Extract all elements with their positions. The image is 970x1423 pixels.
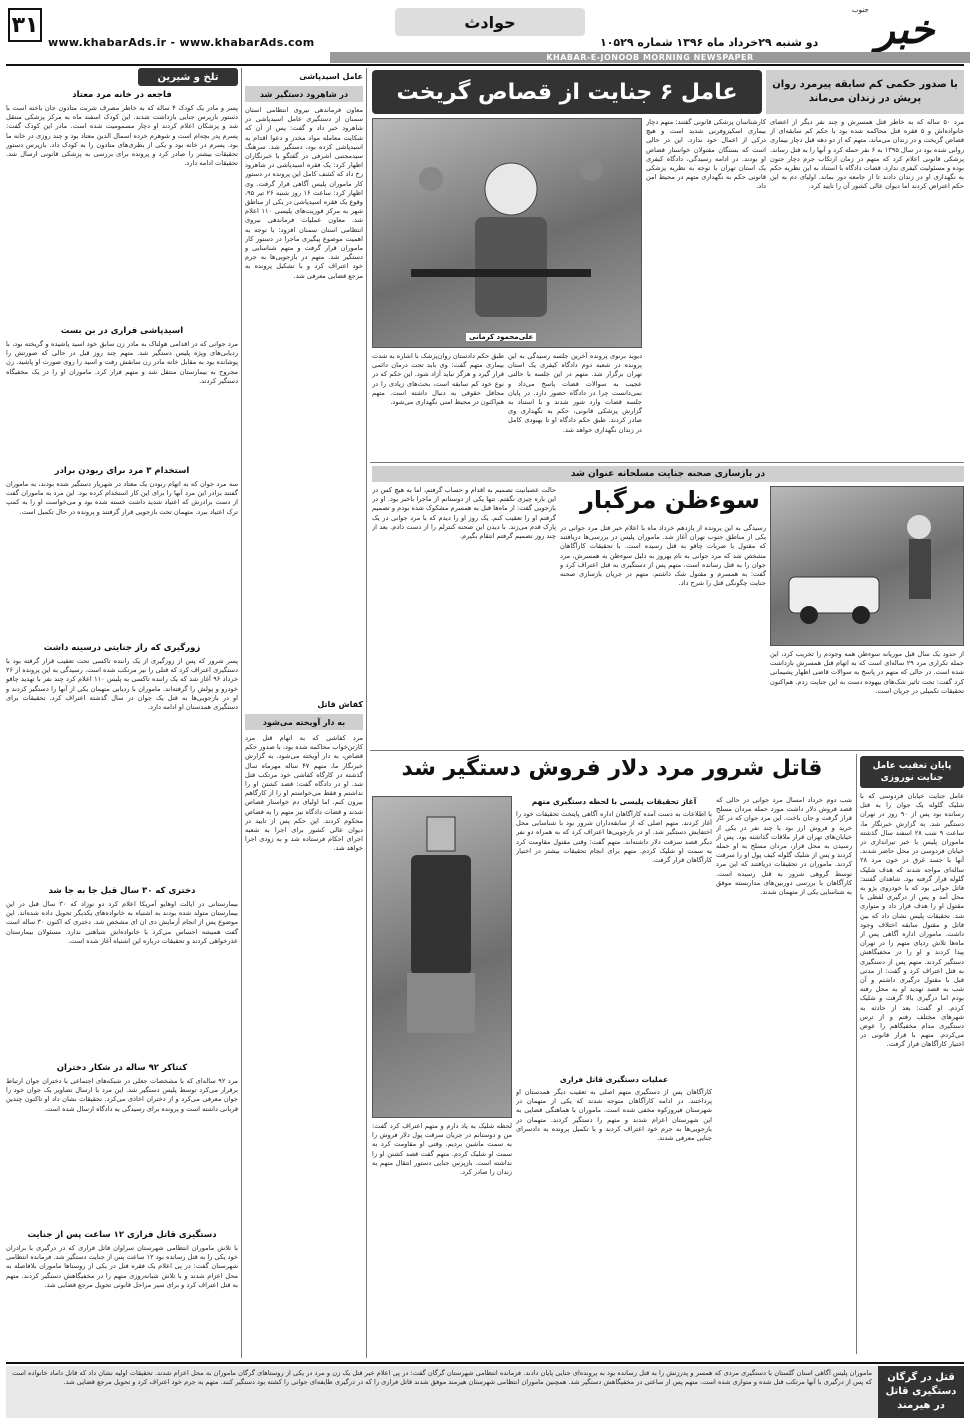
main-body-mid: کارشناسان پزشکی قانونی گفتند: متهم دچار بیماری اسکیزوفرنی شدید است و هیچ درکی از اعمال خود ندارد. این در حالی است که بستگان مقتولان خواستار قصاص او بودند. در ادامه رسیدگی، دادگاه کیفری یک استان تهران با توجه به نظریه پزشکی قانونی حکم به نگهداری متهم در محیط امن داد.: [646, 118, 766, 191]
bottom-strip: [6, 1366, 964, 1418]
column-divider: [366, 68, 367, 1358]
second-body-a: رسیدگی به این پرونده از یازدهم خرداد ماه با اعلام خبر قتل مرد جوانی در یکی از مناطق جنوب تهران آغاز شد. ماموران پلیس در بررسی‌ها دریافتند که مقتول با ضربات چاقو به قتل رسیده است. با تحقیقات کارآگاهان مشخص شد که مرد جوانی به نام بهروز به دلیل سوءظن به همسرش، مرد جوان را به قتل رسانده است. متهم پس از دستگیری به قتل اعتراف کرد و گفت: به همسرم و مقتول شک داشتم. متهم در جریان بازسازی صحنه جنایت چگونگی قتل را شرح داد.: [560, 524, 766, 588]
bottom-title-line3: در هیرمند: [897, 1400, 945, 1411]
bottom-title-line1: قتل در گرگان: [887, 1372, 955, 1383]
story6-body: مرد ۹۲ ساله‌ای که با مشخصات جعلی در شبکه‌های اجتماعی با دختران جوان ارتباط برقرار می‌کرد توسط پلیس دستگیر شد. این مرد با ارسال تصاویر یک جوان خود را جوان معرفی می‌کرد و از دختران اخاذی می‌کرد. تحقیقات نشان داد او تاکنون چندین قربانی داشته است و پرونده برای رسیدگی به دادگاه ارسال شده است.: [6, 1077, 238, 1113]
page-number: ۳۱: [8, 8, 42, 42]
main-story-photo: [372, 118, 642, 348]
col2-story1-title: عامل اسیدپاشی: [299, 72, 363, 81]
story1-body: پسر و مادر یک کودک ۴ ساله که به خاطر مصرف شربت متادون جان باخته است با دستور بازپرس جنایی بازداشت شدند. این کودک اسفند ماه به مرکز پزشکی منتقل شد و پزشکان اعلام کردند او دچار مسمومیت شده است. مادر این کودک گفت: پسرم پدر بچه‌ام است و شوهرم خرده اسمال الدین معتاد بود و چند روزی در خانه ما بود. پسرم در خانه بود و یکی از بطری‌های متادون را به کودک داد. بازپرس دستور تحقیقات بیشتر را صادر کرد و پرونده برای بررسی به پزشکی قانونی ارسال شد. تحقیقات ادامه دارد.: [6, 104, 238, 168]
col2-story2-body: مرد کفاشی که به اتهام قتل مرد کارتن‌خواب محاکمه شده بود، با صدور حکم قصاص، به دار آویخته می‌شود. به گزارش خبرنگار ما، متهم ۴۷ ساله مهرماه سال گذشته در کارگاه کفاشی خود مرتکب قتل شد. او در دادگاه گفت: قصد کشتن او را نداشتم و فقط می‌خواستم او را از کارگاهم بیرون کنم. اما اولیای دم خواستار قصاص شدند و قضات دادگاه نیز متهم را به قصاص محکوم کردند. این حکم پس از تایید در دیوان عالی کشور برای اجرا به شعبه اجرای احکام فرستاده شد و به زودی اجرا خواهد شد.: [245, 734, 363, 853]
third-story-photo: [372, 796, 512, 1118]
story7-title: دستگیری قاتل فراری ۱۲ ساعت پس از جنایت: [27, 1230, 217, 1240]
col2-story1-body: معاون فرماندهی نیروی انتظامی استان سمنان از دستگیری عامل اسیدپاشی در شاهرود خبر داد و گفت: پس از آن که شکایت معامله مواد مخدر و دعوا اقدام به اسیدپاشی کرده بود، دستگیر شد. سرهنگ سیدمجتبی اشرفی در گفتگو با خبرنگاران اظهار کرد: یک فقره اسیدپاشی در شاهرود رخ داد که کشف کامل این پرونده در دستور کار ماموران پلیس آگاهی قرار گرفت. وی اظهار کرد: ساعت ۱۶ روز شنبه ۲۶ تیر ۹۵، وقوع یک فقره اسیدپاشی در یکی از مناطق شهر به مرکز فوریت‌های پلیسی ۱۱۰ اعلام شد. معاون عملیات فرماندهی نیروی انتظامی استان سمنان افزود: با توجه به اهمیت موضوع پیگیری ماجرا در دستور کار ماموران قرار گرفت و متهم شناسایی و دستگیر شد. متهم در بازجویی‌ها به جرم خود اعتراف کرد و با تشکیل پرونده به مرجع قضایی معرفی شد.: [245, 106, 363, 280]
bottom-divider: [6, 1362, 964, 1364]
story1-title: فاجعه در خانه مرد معتاد: [72, 90, 172, 100]
bottom-title-block: [878, 1366, 964, 1418]
suspect-photo-icon: [371, 797, 511, 1119]
story2-body: مرد جوانی که در اقدامی هولناک به مادر زن سابق خود اسید پاشیده و گریخته بود، با ردیابی‌های ویژه پلیس دستگیر شد. متهم چند روز قبل در حالی که صورتش را پوشانده بود به مقابل خانه مادر زن سابقش رفت و اسید را روی صورت او پاشید. زن مجروح به بیمارستان منتقل شد و متهم فرار کرد. ماموران او را در یک مخفیگاه دستگیر کردند.: [6, 340, 238, 385]
second-story-kicker: در بازسازی صحنه جنایت مسلحانه عنوان شد: [372, 466, 964, 482]
header-urls[interactable]: www.khabarAds.ir - www.khabarAds.com: [48, 36, 315, 49]
bottom-title-line2: دستگیری قاتل: [885, 1386, 957, 1397]
third-story-title: قاتل شرور مرد دلار فروش دستگیر شد: [401, 756, 823, 781]
sidebar-title: پایان تعقیب عامل جنایت نوروزی: [860, 756, 964, 788]
section-title: حوادث: [395, 8, 585, 36]
story2-title: اسیدپاشی فراری در بن بست: [60, 326, 184, 336]
sidebar-body: عامل جنایت خیابان فردوسی که با شلیک گلوله یک جوان را به قتل رسانده بود پس از ۹۰ روز در تهران دستگیر شد. به گزارش خبرنگار ما، ساعت ۹ شب ۲۸ اسفند سال گذشته ماموران پلیس با خبر تیراندازی در خیابان فردوسی در محل حاضر شدند. آنها با جسد غرق در خون مرد ۲۸ ساله‌ای مواجه شدند که هدف شلیک گلوله قرار گرفته بود. شاهدان گفتند: قاتل جوانی بود که با خودروی پژو به محل آمد و پس از درگیری لفظی با مقتول او را هدف قرار داد و متواری شد. تحقیقات پلیس نشان داد که بین قاتل و مقتول سابقه اختلاف وجود داشت. ماموران اداره آگاهی پس از ماه‌ها تلاش ردپای متهم را در تهران پیدا کردند و او را در مخفیگاهش دستگیر کردند. متهم پس از دستگیری به قتل اعتراف کرد و گفت: از مدتی قبل با مقتول درگیری داشتم و آن شب به قصد تهدید او به محل رفته بودم اما درگیری بالا گرفت و شلیک کردم. او گفت: بعد از حادثه به شهرهای مختلف رفتم و از ترس دستگیری مدام مخفیگاهم را عوض می‌کردم. متهم با قرار قانونی در اختیار کارآگاهان قرار گرفت.: [860, 792, 964, 1049]
logo-subtitle: جنوب: [852, 6, 869, 14]
gunman-photo-icon: [371, 119, 641, 349]
section-divider: [370, 750, 964, 751]
column-divider: [241, 68, 242, 1358]
third-body-c: کارآگاهان پس از دستگیری متهم اصلی به تعقیب دیگر همدستان او پرداختند. در ادامه کارآگاهان متوجه شدند که یکی از متهمان در شهرستان فیروزکوه مخفی شده است. ماموران با هماهنگی قضایی به این شهرستان اعزام شدند و متهم را دستگیر کردند. متهمان در بازجویی‌ها به جرم خود اعتراف کردند و با تکمیل پرونده به دادسرای جنایی معرفی شدند.: [516, 1088, 712, 1143]
second-body-b: حالت عصبانیت تصمیم به اقدام و حساب گرفتم، اما به هیچ کس در این باره چیزی نگفتم. تنها یکی از دوستانم از ماجرا باخبر بود. او در بازجویی گفت: از ماه‌ها قبل به همسرم مشکوک شده بودم و تصمیم گرفتم او را تعقیب کنم. یک روز او را دیدم که با مرد جوانی در یک پارک قدم می‌زند. با دیدن این صحنه کنترلم را از دست دادم. بعد از چند روز تصمیم گرفتم انتقام بگیرم.: [372, 486, 556, 541]
story7-body: با تلاش ماموران انتظامی شهرستان سراوان قاتل فراری که در درگیری با برادران خود یکی را به قتل رسانده بود ۱۲ ساعت پس از جنایت دستگیر شد. فرمانده انتظامی شهرستان گفت: در پی اعلام یک فقره قتل در یکی از روستاها ماموران بلافاصله به محل اعزام شدند و با تلاش شبانه‌روزی متهم را در مخفیگاهش دستگیر کردند. متهم به قتل اعتراف کرد و برای سیر مراحل قانونی تحویل مرجع قضایی شد.: [6, 1244, 238, 1289]
story4-title: زورگیری که راز جنایتی درسینه داشت: [43, 643, 201, 653]
third-body-b: با اطلاعات به دست آمده کارآگاهان اداره آگاهی پایتخت تحقیقات خود را آغاز کردند. متهم اصلی که از سابقه‌داران شرور بود با شناسایی محل اختفایش دستگیر شد. او در بازجویی‌ها اعتراف کرد که به همراه دو نفر دیگر قصد سرقت دلار داشته‌اند. متهم گفت: وقتی مقتول مقاومت کرد به سمت او شلیک کردم. متهم برای انجام تحقیقات بیشتر در اختیار کارآگاهان قرار گرفت.: [516, 810, 712, 865]
story4-body: پسر شرور که پس از زورگیری از یک راننده تاکسی تحت تعقیب قرار گرفته بود با دستگیری اعتراف کرد که قتلی را نیز مرتکب شده است. رسیدگی به این پرونده از ۲۶ خرداد ۹۶ آغاز شد که یک راننده تاکسی به پلیس ۱۱۰ اعلام کرد چند نفر با تهدید چاقو خودرو و پولش را گرفته‌اند. ماموران با ردیابی متهمان یکی از آنها را دستگیر کردند و او در بازجویی‌ها به قتل یک جوان در سال گذشته اعتراف کرد. تحقیقات برای دستگیری همدستان او ادامه دارد.: [6, 657, 238, 712]
main-story-subtitle: با صدور حکمی کم سابقه پیرمرد روان پریش در زندان می‌ماند: [766, 70, 964, 114]
crime-scene-photo-icon: [769, 487, 963, 647]
story3-body: سه مرد جوان که به اتهام ربودن یک معتاد در شهریار دستگیر شده بودند، به ماموران گفتند برادر این مرد آنها را برای این کار استخدام کرده بود. این مرد به ماموران گفت از دست برادرش که اعتیاد شدید داشت خسته شده بود و می‌خواست او را به کمپ ترک اعتیاد ببرد. متهمان تحت بازجویی قرار گرفتند و پرونده در حال تکمیل است.: [6, 480, 238, 516]
section-divider: [370, 462, 964, 463]
story5-body: بیمارستانی در ایالت اوهایو آمریکا اعلام کرد دو نوزاد که ۳۰ سال قبل در این بیمارستان متولد شده بودند به اشتباه به خانواده‌های یکدیگر تحویل داده شده‌اند. این موضوع پس از انجام آزمایش دی ان ای مشخص شد. دختری که اکنون ۳۰ ساله است گفت همیشه احساس می‌کرد با خانواده‌اش شباهتی ندارد. مسئولان بیمارستان عذرخواهی کردند و تحقیقات درباره این اشتباه آغاز شده است.: [6, 900, 238, 945]
second-body-d: از حدود یک سال قبل موریانه سوءظن همه وجودم را تخریب کرد، این جمله تکراری مرد ۲۹ ساله‌ای است که به اتهام قتل همسرش بازداشت شده است. در حالی که متهم در پاسخ به سوالات قاضی اظهار پشیمانی کرد گفت: تحت تاثیر شک‌های بیهوده دست به این جنایت زدم. هم‌اکنون تحقیقات تکمیلی در جریان است.: [770, 650, 964, 695]
second-column: [245, 68, 363, 1360]
col2-story2-title: کفاش قاتل: [317, 700, 363, 709]
photo-caption: علی‌محمود کرمانی: [466, 333, 536, 341]
newspaper-logo: خبر: [875, 5, 935, 53]
story6-title: کنتاکر ۹۲ ساله در شکار دختران: [56, 1063, 188, 1073]
story5-title: دختری که ۳۰ سال قبل جا به جا شد: [48, 886, 196, 896]
third-sub2: عملیات دستگیری قاتل فراری: [559, 1075, 669, 1084]
main-body-left2: طبق حکم دادستان روان‌پزشک با اشاره به شدت بیماری متهم گفت: وی باید تحت درمان دائمی قرار گیرد و هرگز نباید آزاد شود. این حکم که در نوع خود کم سابقه است، بحث‌های زیادی را در محافل حقوقی به دنبال داشته است. متهم هم‌اکنون در محیط امنی نگهداری می‌شود.: [372, 352, 504, 407]
issue-date: دو شنبه ۲۹خرداد ماه ۱۳۹۶ شماره ۱۰۵۲۹: [600, 36, 819, 49]
col2-story1-sub: در شاهرود دستگیر شد: [245, 86, 363, 102]
col2-story2-sub: به دار آویخته می‌شود: [245, 714, 363, 730]
header-divider: [6, 64, 964, 66]
column-divider: [856, 754, 857, 1354]
header-ribbon: KHABAR-E-JONOOB MORNING NEWSPAPER: [330, 52, 970, 63]
third-body-d: لحظه شلیک به یاد دارم و متهم اعتراف کرد گفت: من و دوستانم در جریان سرقت پول دلار فروش را به سمت ماشین بردیم. وقتی او مقاومت کرد به سمت او شلیک کردم. متهم گفت قصد کشتن او را نداشته است. بازپرس جنایی دستور انتقال متهم به زندان را صادر کرد.: [372, 1122, 512, 1177]
column-title: تلخ و شیرین: [138, 68, 238, 86]
main-body-right: مرد ۵۰ ساله که به خاطر قتل همسرش و چند نفر دیگر از اعضای خانواده‌اش و ۵ فقره قتل محاکمه شده بود با حکم کم سابقه‌ای از قصاص گریخت و در زندان می‌ماند. متهم که از دو دهه قبل دچار بیماری روانی شده بود در سال ۱۳۹۵ به ۶ نفر حمله کرد و آنها را به قتل رساند. پزشکی قانونی اعلام کرد که متهم در زمان ارتکاب جرم دچار جنون بوده و مسئولیت کیفری ندارد. قضات دادگاه با استناد به این نظریه حکم به نگهداری او در زندان دادند تا از جامعه دور بماند. اولیای دم به این حکم اعتراض کردند اما دیوان عالی کشور آن را تایید کرد.: [770, 118, 964, 191]
bottom-body: ماموران پلیس آگاهی استان گلستان با دستگیری مردی که همسر و پدرزنش را به قتل رسانده بود به پرونده‌ای جنایی پایان دادند. فرمانده انتظامی شهرستان گرگان گفت: در پی اعلام خبر قتل یک زن و مرد در یکی از روستاهای گرگان ماموران به محل اعزام شدند. تحقیقات اولیه نشان داد که قاتل داماد خانواده است که پس از درگیری با آنها مرتکب قتل شده و متواری شده است. متهم پس از ساعتی در مخفیگاهش دستگیر شد. همچنین ماموران انتظامی شهرستان هیرمند موفق شدند قاتل فراری را که در درگیری طایفه‌ای جوانی را کشته بود دستگیر کنند. متهم به جرم خود اعتراف کرد و تحویل مرجع قضایی شد.: [12, 1369, 872, 1387]
third-sub1: آغاز تحقیقات پلیسی با لحظه دستگیری متهم: [531, 797, 697, 806]
main-body-left: دیوید برنوی پرونده آخرین جلسه رسیدگی به این پرونده در شعبه دوم دادگاه کیفری یک استان تهران برگزار شد. متهم در این جلسه با حالتی عجیب به سوالات قضات پاسخ می‌داد و نمی‌دانست چرا در دادگاه حضور دارد. در پایان جلسه قضات وارد شور شدند و با استناد به گزارش پزشکی قانونی، حکم به نگهداری وی صادر کردند. طبق حکم دادگاه او تا بهبودی کامل در زندان نگهداری خواهد شد.: [508, 352, 642, 434]
third-body-a: شب دوم خرداد امسال مرد جوانی در حالی که قصد فروش دلار داشت مورد حمله مردان مسلح قرار گرفت و جان باخت. این مرد جوان که در کار خرید و فروش ارز بود با چند نفر در یکی از خیابان‌های تهران قرار ملاقات گذاشته بود. پس از رسیدن به محل قرار، مردان مسلح به او حمله کردند و پس از شلیک گلوله کیف پول او را سرقت کردند. ماموران در تحقیقات دریافتند که این مرد توسط گروهی شرور به قتل رسیده است. کارآگاهان با بررسی دوربین‌های مداربسته موفق به شناسایی یکی از متهمان شدند.: [716, 796, 852, 897]
left-column: [6, 68, 238, 1360]
second-story-title: سوءظن مرگبار: [580, 486, 760, 514]
main-story-title: عامل ۶ جنایت از قصاص گریخت: [372, 70, 762, 114]
story3-title: استخدام ۳ مرد برای ربودن برادر: [54, 466, 190, 476]
second-story-photo: [770, 486, 964, 646]
